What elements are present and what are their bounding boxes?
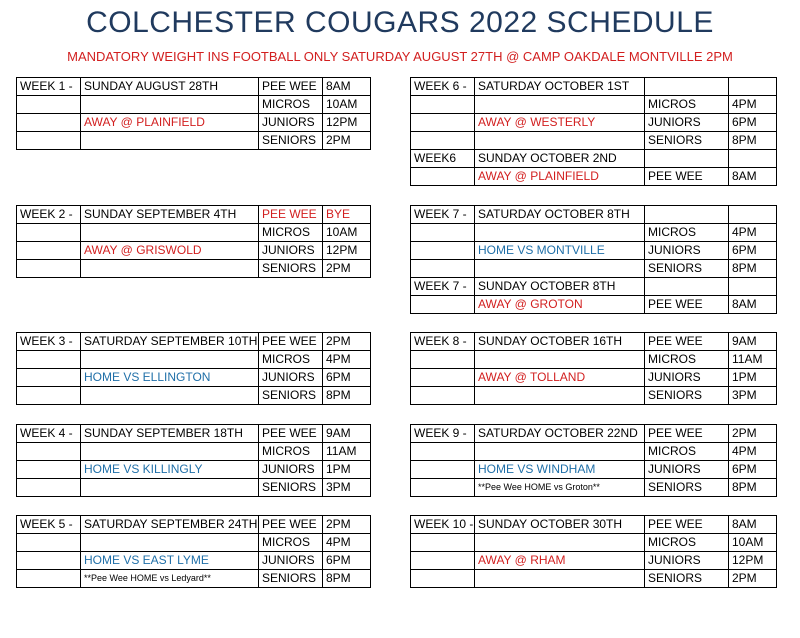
game-cell: SUNDAY OCTOBER 2ND xyxy=(475,150,645,168)
time-cell: 4PM xyxy=(729,443,777,461)
game-cell xyxy=(81,260,259,278)
table-row xyxy=(411,96,777,114)
time-cell xyxy=(729,278,777,296)
week-cell xyxy=(411,96,475,114)
table-row xyxy=(411,443,777,461)
time-cell: 10AM xyxy=(729,534,777,552)
table-row xyxy=(411,78,777,96)
left-week-block xyxy=(16,424,371,497)
game-cell xyxy=(475,534,645,552)
game-cell: AWAY @ PLAINFIELD xyxy=(475,168,645,186)
time-cell: BYE xyxy=(323,206,371,224)
time-cell: 4PM xyxy=(323,534,371,552)
week-cell: WEEK 8 - xyxy=(411,333,475,351)
right-week-block xyxy=(410,332,777,405)
week-cell xyxy=(17,260,81,278)
table-row xyxy=(17,206,371,224)
week-cell xyxy=(17,461,81,479)
table-row xyxy=(411,351,777,369)
game-cell: SATURDAY OCTOBER 1ST xyxy=(475,78,645,96)
table-row xyxy=(17,443,371,461)
week-cell xyxy=(17,96,81,114)
table-row xyxy=(411,168,777,186)
table-row xyxy=(17,461,371,479)
division-cell: JUNIORS xyxy=(645,242,729,260)
time-cell: 8AM xyxy=(323,78,371,96)
week-cell xyxy=(411,168,475,186)
division-cell: MICROS xyxy=(259,443,323,461)
week-cell xyxy=(411,132,475,150)
page-title: COLCHESTER COUGARS 2022 SCHEDULE xyxy=(86,6,714,39)
division-cell: PEE WEE xyxy=(259,425,323,443)
division-cell: JUNIORS xyxy=(259,461,323,479)
division-cell: MICROS xyxy=(259,351,323,369)
week-cell xyxy=(411,351,475,369)
table-row xyxy=(411,461,777,479)
week-cell xyxy=(411,552,475,570)
week-cell xyxy=(17,552,81,570)
game-cell xyxy=(475,132,645,150)
table-row xyxy=(17,96,371,114)
week-cell xyxy=(17,570,81,588)
division-cell: JUNIORS xyxy=(259,552,323,570)
left-week-block xyxy=(16,332,371,405)
table-row xyxy=(411,114,777,132)
time-cell: 8AM xyxy=(729,516,777,534)
division-cell: MICROS xyxy=(259,96,323,114)
game-cell: AWAY @ TOLLAND xyxy=(475,369,645,387)
week-cell: WEEK 2 - xyxy=(17,206,81,224)
time-cell: 8PM xyxy=(323,570,371,588)
division-cell: PEE WEE xyxy=(645,425,729,443)
game-cell: HOME VS WINDHAM xyxy=(475,461,645,479)
division-cell: SENIORS xyxy=(645,479,729,497)
game-cell: SUNDAY SEPTEMBER 18TH xyxy=(81,425,259,443)
game-cell xyxy=(475,96,645,114)
game-cell xyxy=(81,443,259,461)
division-cell: PEE WEE xyxy=(259,78,323,96)
game-cell: SATURDAY SEPTEMBER 10TH xyxy=(81,333,259,351)
time-cell: 8AM xyxy=(729,168,777,186)
week-cell: WEEK 4 - xyxy=(17,425,81,443)
table-row xyxy=(411,150,777,168)
division-cell: SENIORS xyxy=(645,132,729,150)
game-cell xyxy=(475,387,645,405)
game-cell: SATURDAY SEPTEMBER 24TH xyxy=(81,516,259,534)
division-cell: MICROS xyxy=(645,96,729,114)
division-cell: PEE WEE xyxy=(259,333,323,351)
game-cell xyxy=(475,260,645,278)
time-cell: 12PM xyxy=(729,552,777,570)
division-cell xyxy=(645,150,729,168)
right-week-block xyxy=(410,515,777,588)
week-cell: WEEK6 xyxy=(411,150,475,168)
right-week-block xyxy=(410,424,777,497)
division-cell: SENIORS xyxy=(259,132,323,150)
table-row xyxy=(411,425,777,443)
division-cell: MICROS xyxy=(645,534,729,552)
time-cell: 2PM xyxy=(323,260,371,278)
week-cell: WEEK 7 - xyxy=(411,278,475,296)
week-cell xyxy=(17,369,81,387)
division-cell: JUNIORS xyxy=(645,369,729,387)
table-row xyxy=(411,387,777,405)
game-cell xyxy=(81,351,259,369)
time-cell: 2PM xyxy=(323,516,371,534)
division-cell: PEE WEE xyxy=(645,333,729,351)
game-cell xyxy=(81,387,259,405)
game-cell: HOME VS EAST LYME xyxy=(81,552,259,570)
time-cell: 8PM xyxy=(323,387,371,405)
table-row xyxy=(17,369,371,387)
division-cell: JUNIORS xyxy=(259,242,323,260)
table-row xyxy=(17,114,371,132)
table-row xyxy=(17,425,371,443)
time-cell: 2PM xyxy=(323,132,371,150)
week-cell xyxy=(411,242,475,260)
division-cell: MICROS xyxy=(645,224,729,242)
table-row xyxy=(411,242,777,260)
table-row xyxy=(411,479,777,497)
division-cell xyxy=(645,206,729,224)
table-row xyxy=(411,333,777,351)
game-cell xyxy=(81,479,259,497)
week-cell: WEEK 9 - xyxy=(411,425,475,443)
table-row xyxy=(411,534,777,552)
division-cell xyxy=(645,278,729,296)
table-row xyxy=(17,387,371,405)
time-cell: 8PM xyxy=(729,479,777,497)
table-row xyxy=(411,552,777,570)
week-cell xyxy=(411,461,475,479)
time-cell xyxy=(729,206,777,224)
week-cell xyxy=(411,479,475,497)
right-week-block xyxy=(410,205,777,314)
time-cell: 8AM xyxy=(729,296,777,314)
time-cell: 2PM xyxy=(729,570,777,588)
game-cell: **Pee Wee HOME vs Ledyard** xyxy=(81,570,259,588)
game-cell: AWAY @ PLAINFIELD xyxy=(81,114,259,132)
game-cell: HOME VS ELLINGTON xyxy=(81,369,259,387)
time-cell: 4PM xyxy=(729,224,777,242)
table-row xyxy=(17,516,371,534)
week-cell xyxy=(411,224,475,242)
table-row xyxy=(17,351,371,369)
game-cell: AWAY @ GROTON xyxy=(475,296,645,314)
week-cell: WEEK 6 - xyxy=(411,78,475,96)
week-cell xyxy=(411,114,475,132)
time-cell: 2PM xyxy=(729,425,777,443)
time-cell: 12PM xyxy=(323,242,371,260)
time-cell: 9AM xyxy=(323,425,371,443)
time-cell: 4PM xyxy=(729,96,777,114)
week-cell xyxy=(411,387,475,405)
time-cell: 9AM xyxy=(729,333,777,351)
division-cell: SENIORS xyxy=(259,260,323,278)
time-cell: 4PM xyxy=(323,351,371,369)
game-cell xyxy=(475,351,645,369)
division-cell: MICROS xyxy=(645,443,729,461)
week-cell xyxy=(17,224,81,242)
week-cell: WEEK 1 - xyxy=(17,78,81,96)
table-row xyxy=(17,570,371,588)
time-cell: 6PM xyxy=(323,552,371,570)
time-cell: 3PM xyxy=(729,387,777,405)
time-cell: 11AM xyxy=(323,443,371,461)
week-cell xyxy=(411,570,475,588)
left-week-block xyxy=(16,205,371,278)
left-week-block xyxy=(16,515,371,588)
time-cell: 8PM xyxy=(729,260,777,278)
week-cell xyxy=(17,114,81,132)
game-cell: AWAY @ GRISWOLD xyxy=(81,242,259,260)
table-row xyxy=(411,260,777,278)
game-cell xyxy=(81,132,259,150)
division-cell: JUNIORS xyxy=(259,114,323,132)
week-cell xyxy=(411,369,475,387)
table-row xyxy=(411,516,777,534)
division-cell: MICROS xyxy=(645,351,729,369)
table-row xyxy=(411,224,777,242)
time-cell xyxy=(729,150,777,168)
division-cell: JUNIORS xyxy=(645,461,729,479)
division-cell: SENIORS xyxy=(645,570,729,588)
table-row xyxy=(411,278,777,296)
division-cell: PEE WEE xyxy=(645,516,729,534)
division-cell: MICROS xyxy=(259,534,323,552)
week-cell: WEEK 5 - xyxy=(17,516,81,534)
game-cell: SUNDAY AUGUST 28TH xyxy=(81,78,259,96)
table-row xyxy=(411,206,777,224)
division-cell xyxy=(645,78,729,96)
game-cell: AWAY @ RHAM xyxy=(475,552,645,570)
week-cell xyxy=(17,479,81,497)
week-cell xyxy=(17,387,81,405)
left-week-block xyxy=(16,77,371,150)
table-row xyxy=(17,552,371,570)
table-row xyxy=(17,132,371,150)
game-cell: SATURDAY OCTOBER 8TH xyxy=(475,206,645,224)
table-row xyxy=(411,132,777,150)
page-subtitle: MANDATORY WEIGHT INS FOOTBALL ONLY SATURDAY AUGUST 27TH @ CAMP OAKDALE MONTVILLE 2PM xyxy=(67,49,733,64)
game-cell: SATURDAY OCTOBER 22ND xyxy=(475,425,645,443)
week-cell xyxy=(411,534,475,552)
game-cell xyxy=(81,224,259,242)
division-cell: JUNIORS xyxy=(259,369,323,387)
table-row xyxy=(17,78,371,96)
division-cell: PEE WEE xyxy=(259,516,323,534)
division-cell: JUNIORS xyxy=(645,114,729,132)
division-cell: SENIORS xyxy=(259,387,323,405)
table-row xyxy=(17,224,371,242)
week-cell xyxy=(411,296,475,314)
week-cell xyxy=(17,534,81,552)
division-cell: PEE WEE xyxy=(645,168,729,186)
week-cell: WEEK 10 - xyxy=(411,516,475,534)
game-cell xyxy=(81,96,259,114)
table-row xyxy=(17,333,371,351)
time-cell: 6PM xyxy=(729,114,777,132)
game-cell xyxy=(475,443,645,461)
game-cell: **Pee Wee HOME vs Groton** xyxy=(475,479,645,497)
game-cell: SUNDAY OCTOBER 30TH xyxy=(475,516,645,534)
time-cell: 2PM xyxy=(323,333,371,351)
time-cell: 1PM xyxy=(729,369,777,387)
game-cell: SUNDAY SEPTEMBER 4TH xyxy=(81,206,259,224)
table-row xyxy=(411,570,777,588)
game-cell: SUNDAY OCTOBER 16TH xyxy=(475,333,645,351)
division-cell: SENIORS xyxy=(645,387,729,405)
division-cell: SENIORS xyxy=(259,479,323,497)
time-cell: 8PM xyxy=(729,132,777,150)
week-cell: WEEK 7 - xyxy=(411,206,475,224)
time-cell: 6PM xyxy=(729,242,777,260)
table-row xyxy=(17,242,371,260)
week-cell xyxy=(17,351,81,369)
time-cell: 10AM xyxy=(323,224,371,242)
game-cell: AWAY @ WESTERLY xyxy=(475,114,645,132)
division-cell: PEE WEE xyxy=(645,296,729,314)
division-cell: SENIORS xyxy=(645,260,729,278)
division-cell: SENIORS xyxy=(259,570,323,588)
time-cell: 1PM xyxy=(323,461,371,479)
game-cell xyxy=(475,570,645,588)
table-row xyxy=(17,534,371,552)
table-row xyxy=(17,260,371,278)
time-cell: 12PM xyxy=(323,114,371,132)
time-cell: 11AM xyxy=(729,351,777,369)
time-cell xyxy=(729,78,777,96)
game-cell: SUNDAY OCTOBER 8TH xyxy=(475,278,645,296)
table-row xyxy=(411,296,777,314)
week-cell xyxy=(17,242,81,260)
game-cell xyxy=(81,534,259,552)
game-cell: HOME VS KILLINGLY xyxy=(81,461,259,479)
week-cell xyxy=(411,443,475,461)
week-cell xyxy=(17,443,81,461)
right-week-block xyxy=(410,77,777,186)
table-row xyxy=(411,369,777,387)
division-cell: JUNIORS xyxy=(645,552,729,570)
time-cell: 6PM xyxy=(323,369,371,387)
game-cell: HOME VS MONTVILLE xyxy=(475,242,645,260)
week-cell: WEEK 3 - xyxy=(17,333,81,351)
time-cell: 6PM xyxy=(729,461,777,479)
game-cell xyxy=(475,224,645,242)
division-cell: MICROS xyxy=(259,224,323,242)
time-cell: 3PM xyxy=(323,479,371,497)
division-cell: PEE WEE xyxy=(259,206,323,224)
week-cell xyxy=(17,132,81,150)
time-cell: 10AM xyxy=(323,96,371,114)
table-row xyxy=(17,479,371,497)
week-cell xyxy=(411,260,475,278)
